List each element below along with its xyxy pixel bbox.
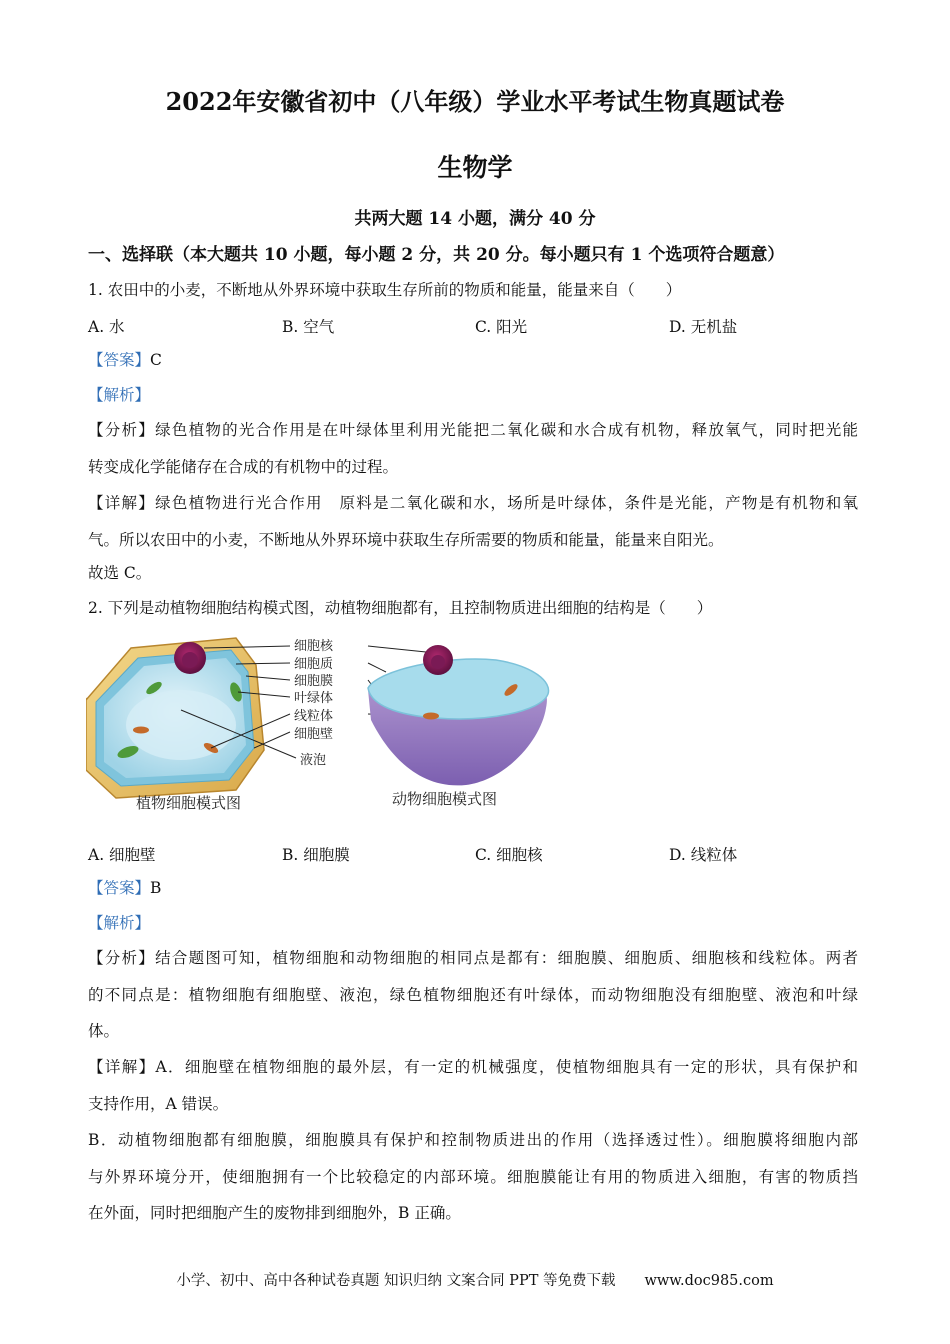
label-mitochondria: 线粒体 <box>294 709 334 724</box>
q2-b-line3: 在外面，同时把细胞产生的废物排到细胞外，B 正确。 <box>88 1204 461 1222</box>
q1-option-b: B. 空气 <box>282 318 335 336</box>
answer-value: B <box>150 879 162 897</box>
answer-tag: 【答案】 <box>88 879 151 897</box>
xiangjie-text: A．细胞壁在植物细胞的最外层，有一定的机械强度，使植物细胞具有一定的形状，具有保护和 <box>155 1058 858 1076</box>
q2-option-d: D. 线粒体 <box>669 846 738 864</box>
plant-cell <box>86 638 264 798</box>
label-cytoplasm: 细胞质 <box>294 657 334 672</box>
cell-structure-figure <box>86 630 556 820</box>
label-chloroplast: 叶绿体 <box>294 691 334 706</box>
label-vacuole: 液泡 <box>300 753 327 768</box>
q2-option-a: A. 细胞壁 <box>88 846 156 864</box>
xiangjie-text: 绿色植物进行光合作用 原料是二氧化碳和水，场所是叶绿体，条件是光能，产物是有机物和氧 <box>155 494 858 512</box>
animal-cell-caption: 动物细胞模式图 <box>392 790 498 808</box>
q2-xiangjie-line1 <box>88 1057 858 1077</box>
fenxi-text: 绿色植物的光合作用是在叶绿体里利用光能把二氧化碳和水合成有机物，释放氧气，同时把光能 <box>155 421 858 439</box>
q2-xiangjie-line2: 支持作用，A 错误。 <box>88 1095 229 1113</box>
q1-fenxi-line1 <box>88 420 858 440</box>
q1-option-c: C. 阳光 <box>475 318 528 336</box>
exam-title: 2022年安徽省初中（八年级）学业水平考试生物真题试卷 <box>165 87 785 116</box>
fenxi-text: 结合题图可知，植物细胞和动物细胞的相同点是都有：细胞膜、细胞质、细胞核和线粒体。两者 <box>155 949 858 967</box>
q1-jiexi-tag: 【解析】 <box>88 386 151 404</box>
label-nucleus: 细胞核 <box>294 639 334 654</box>
q2-stem: 2. 下列是动植物细胞结构模式图，动植物细胞都有，且控制物质进出细胞的结构是（ ） <box>88 599 713 617</box>
animal-cell <box>368 645 549 785</box>
q2-answer <box>88 878 161 898</box>
subject-title: 生物学 <box>437 153 513 182</box>
exam-summary: 共两大题 14 小题，满分 40 分 <box>354 209 596 229</box>
xiangjie-tag: 【详解】 <box>88 494 156 512</box>
q2-fenxi-line1 <box>88 948 858 968</box>
q2-b-line1: B．动植物细胞都有细胞膜，细胞膜具有保护和控制物质进出的作用（选择透过性）。细胞膜将细胞内部 <box>88 1131 858 1149</box>
xiangjie-tag: 【详解】 <box>88 1058 156 1076</box>
q1-stem: 1. 农田中的小麦，不断地从外界环境中获取生存所前的物质和能量，能量来自（ ） <box>88 281 682 299</box>
answer-value: C <box>150 351 162 369</box>
section-heading: 一、选择联（本大题共 10 小题，每小题 2 分，共 20 分。每小题只有 1 个选项符合题意） <box>88 245 785 265</box>
plant-cell-caption: 植物细胞模式图 <box>136 794 242 812</box>
q2-option-b: B. 细胞膜 <box>282 846 350 864</box>
q1-conclusion: 故选 C。 <box>88 564 152 582</box>
answer-tag: 【答案】 <box>88 351 151 369</box>
q2-fenxi-line3: 体。 <box>88 1022 120 1040</box>
label-cell-wall: 细胞壁 <box>294 727 334 742</box>
q1-fenxi-line2: 转变成化学能储存在合成的有机物中的过程。 <box>88 458 399 476</box>
label-membrane: 细胞膜 <box>294 674 334 689</box>
q1-answer <box>88 350 162 370</box>
q1-xiangjie-line1 <box>88 493 858 513</box>
q1-xiangjie-line2: 气。所以农田中的小麦，不断地从外界环境中获取生存所需要的物质和能量，能量来自阳光。 <box>88 531 724 549</box>
fenxi-tag: 【分析】 <box>88 421 156 439</box>
q2-jiexi-tag: 【解析】 <box>88 914 151 932</box>
page-footer: 小学、初中、高中各种试卷真题 知识归纳 文案合同 PPT 等免费下载 www.doc985.com <box>176 1273 774 1289</box>
fenxi-tag: 【分析】 <box>88 949 156 967</box>
q1-option-d: D. 无机盐 <box>669 318 738 336</box>
q2-fenxi-line2: 的不同点是：植物细胞有细胞壁、液泡，绿色植物细胞还有叶绿体，而动物细胞没有细胞壁、液泡和叶绿 <box>88 986 858 1004</box>
q2-b-line2: 与外界环境分开，使细胞拥有一个比较稳定的内部环境。细胞膜能让有用的物质进入细胞，有害的物质挡 <box>88 1168 858 1186</box>
q2-option-c: C. 细胞核 <box>475 846 543 864</box>
q1-option-a: A. 水 <box>88 318 125 336</box>
